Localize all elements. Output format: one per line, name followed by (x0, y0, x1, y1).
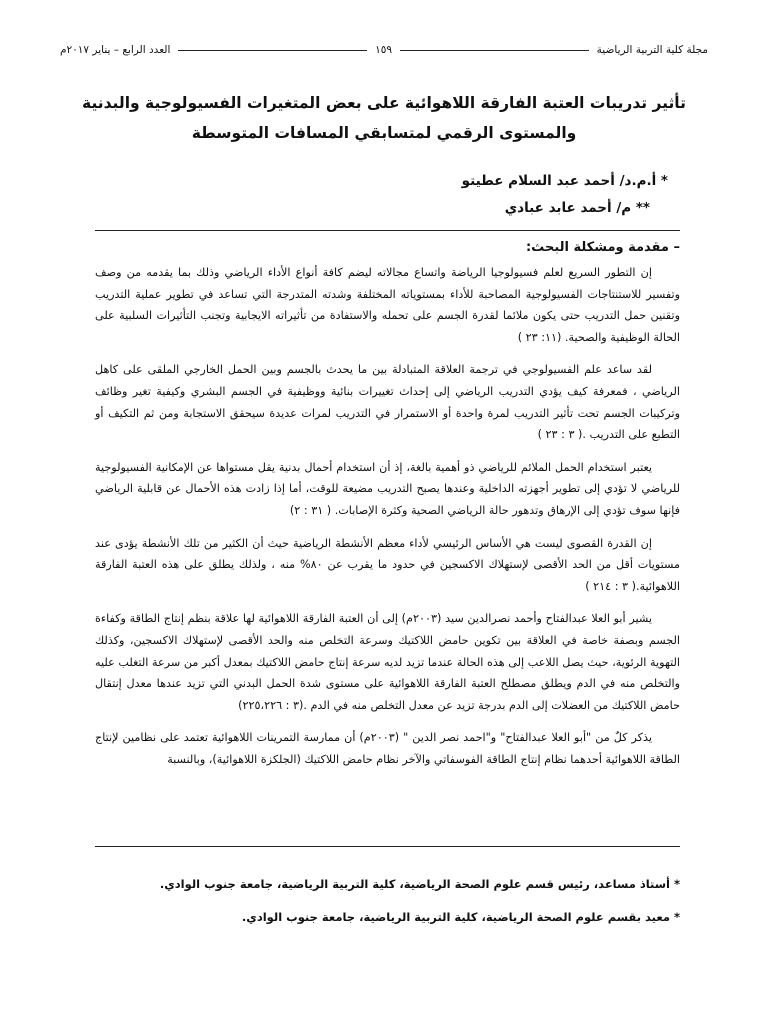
paragraph: إن التطور السريع لعلم فسيولوجيا الرياضة واتساع مجالاته ليضم كافة أنواع الأداء الرياضي وذلك بما يقدمه من وصف وتفسير للاستنتاجات الفسيولوجية المصاحبة للأداء بمستوياته المختلفة وشدته المتدرجة التي تساعد في تطوير عملية التدريب وتقنين حمل التدريب حتى يكون ملائما لقدرة الجسم على تحمله والاستفادة من تأثيراته الايجابية وتجنب التأثيرات السلبية على الحالة الوظيفية والصحية. (١١: ٢٣ ) (95, 266, 680, 344)
authors (462, 168, 668, 222)
footnote-divider (95, 846, 680, 847)
running-header (60, 40, 708, 60)
author-1: * أ.م.د/ أحمد عبد السلام عطيتو (461, 173, 668, 189)
author-2: ** م/ أحمد عابد عبادي (504, 200, 650, 216)
title-line-2: والمستوى الرقمي لمتسابقي المسافات المتوسطة (191, 124, 577, 142)
paragraph: يعتبر استخدام الحمل الملائم للرياضي ذو أهمية بالغة، إذ أن استخدام أحمال بدنية يقل مستواها عن الإمكانية الفسيولوجية للرياضي لا تؤدي إلى تطوير أجهزته الداخلية وعندها يصبح التدريب مضيعة للوقت، أما إذا زادت هذه الأحمال عن قابلية الرياضي فإنها سوف تؤدي إلى الإرهاق وتدهور حالة الرياضي الصحية وكثرة الإصابات. ( ٣١ : ٢) (95, 460, 680, 517)
body-text (95, 262, 680, 781)
journal-name: مجلة كلية التربية الرياضية (596, 44, 708, 56)
page-number: ١٥٩ (375, 44, 392, 56)
header-rule (178, 50, 367, 51)
issue-info: العدد الرابع – يناير ٢٠١٧م (59, 44, 171, 56)
header-rule (400, 50, 589, 51)
paragraph: يذكر كلٌ من "أبو العلا عبدالفتاح" و"احمد نصر الدين " (٢٠٠٣م) أن ممارسة التمرينات اللاهوائية تعتمد على نظامين لإنتاج الطاقة اللاهوائية أحدهما نظام إنتاج الطاقة الفوسفاتي والآخر نظام حامض اللاكتيك (الجلكزة اللاهوائية)، وبالنسبة (95, 731, 680, 766)
footnotes (120, 868, 680, 934)
paragraph: يشير أبو العلا عبدالفتاح وأحمد نصرالدين سيد (٢٠٠٣م) إلى أن العتبة الفارقة اللاهوائية لها علاقة بنظم إنتاج الطاقة وكفاءة الجسم وبصفة خاصة في العلاقة بين تكوين حامض اللاكتيك وسرعة التخلص منه والحد الأقصى لإستهلاك الاكسجين، وكذلك التهوية الرئوية، حيث يصل اللاعب إلى هذه الحالة عندما تزيد لديه سرعة إنتاج حامض اللاكتيك بمعدل أكبر من سرعة التغلب عليه والتخلص منه في الدم ويطلق مصطلح العتبة الفارقة اللاهوائية على مستوى شدة الحمل البدني التي تزيد عندها معدل إنتقال حامض اللاكتيك من العضلات إلى الدم بدرجة تزيد عن معدل التخلص منه في الدم .(٣ : ٢٢٥،٢٢٦) (95, 612, 680, 712)
footnote-1: * أستاذ مساعد، رئيس قسم علوم الصحة الرياضية، كلية التربية الرياضية، جامعة جنوب الوادي. (159, 877, 680, 891)
paragraph: لقد ساعد علم الفسيولوجي في ترجمة العلاقة المتبادلة بين ما يحدث بالجسم وبين الحمل الخارجي الملقى على كاهل الرياضي ، فمعرفة كيف يؤدي التدريب الرياضي إلى إحداث تغييرات بنائية ووظيفية في الجسم البشري وكيفية تغير وظائف وتركيبات الجسم تحت تأثير التدريب لمرة واحدة أو الاستمرار في التدريب لمرات عديدة سيحقق الاستجابة ومن ثم التكيف أو التطبع على التدريب .( ٣ : ٢٣ ) (95, 363, 680, 442)
paper-title (50, 88, 718, 148)
section-heading: – مقدمة ومشكلة البحث: (525, 240, 680, 255)
paragraph: إن القدرة القصوى ليست هي الأساس الرئيسي لأداء معظم الأنشطة الرياضية حيث أن الكثير من تلك الأنشطة يؤدى عند مستويات أقل من الحد الأقصى لإستهلاك الاكسجين في حدود ما يقرب عن ٨٠% منه ، ولذلك يطلق على هذه العتبة الفارقة اللاهوائية.( ٣ : ٢١٤ ) (95, 536, 680, 593)
divider (95, 230, 680, 231)
title-line-1: تأثير تدريبات العتبة الفارقة اللاهوائية على بعض المتغيرات الفسيولوجية والبدنية (82, 94, 686, 112)
footnote-2: * معيد بقسم علوم الصحة الرياضية، كلية التربية الرياضية، جامعة جنوب الوادي. (241, 910, 680, 924)
